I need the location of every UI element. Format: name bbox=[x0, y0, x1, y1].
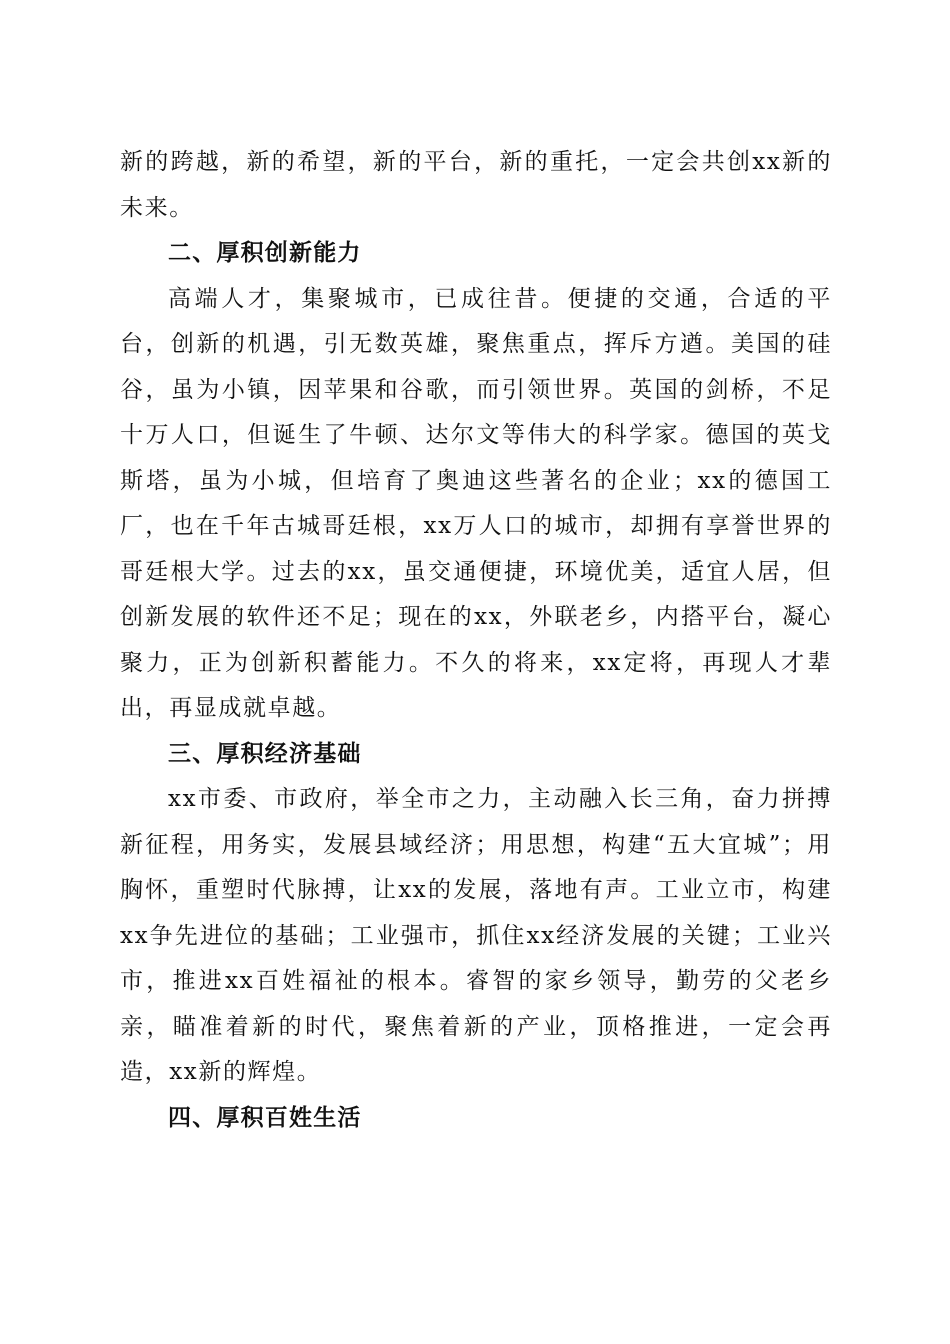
section-heading-economy: 三、厚积经济基础 bbox=[168, 740, 362, 767]
paragraph-economy: xx市委、市政府，举全市之力，主动融入长三角，奋力拼搏新征程，用务实，发展县域经济；用思想，构建“五大宜城”；用胸怀，重塑时代脉搏，让xx的发展，落地有声。工业立市，构建xx争先进位的基础；工业强市，抓住xx经济发展的关键；工业兴市，推进xx百姓福祉的根本。睿智的家乡领导，勤劳的父老乡亲，瞄准着新的时代，聚焦着新的产业，顶格推进，一定会再造，xx新的辉煌。 bbox=[120, 786, 832, 1085]
paragraph-innovation: 高端人才，集聚城市，已成往昔。便捷的交通，合适的平台，创新的机遇，引无数英雄，聚焦重点，挥斥方遒。美国的硅谷，虽为小镇，因苹果和谷歌，而引领世界。英国的剑桥，不足十万人口，但诞生了牛顿、达尔文等伟大的科学家。德国的英戈斯塔，虽为小城，但培育了奥迪这些著名的企业；xx的德国工厂，也在千年古城哥廷根，xx万人口的城市，却拥有享誉世界的哥廷根大学。过去的xx，虽交通便捷，环境优美，适宜人居，但创新发展的软件还不足；现在的xx，外联老乡，内搭平台，凝心聚力，正为创新积蓄能力。不久的将来，xx定将，再现人才辈出，再显成就卓越。 bbox=[120, 285, 832, 721]
section-heading-innovation: 二、厚积创新能力 bbox=[168, 240, 362, 266]
section-heading-livelihood: 四、厚积百姓生活 bbox=[168, 1104, 362, 1131]
paragraph-continued: 新的跨越，新的希望，新的平台，新的重托，一定会共创xx新的未来。 bbox=[120, 149, 832, 221]
document-body bbox=[120, 140, 832, 1141]
